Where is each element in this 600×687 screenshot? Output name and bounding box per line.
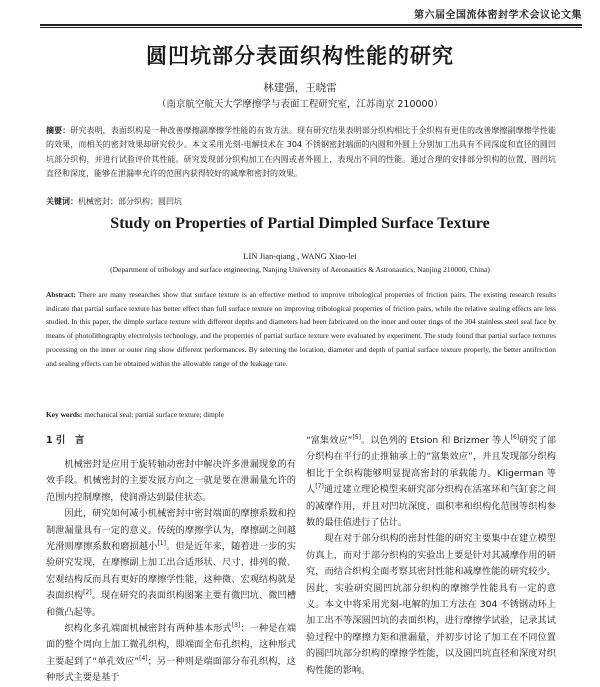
abstract-en [46, 288, 556, 370]
p2-text-b: 。但是近年来，随着进一步的实验研究发现，在摩擦副上加工出合适形状、尺寸、排列的微、宏观结构反而具有更好的摩擦学性能，这种微、宏观结构就是表面织构 [46, 541, 297, 602]
intro-paragraph-1: 机械密封是应用于旋转轴动密封中解决许多泄漏现象的有效手段。机械密封的主要发展方向之一就是要在泄漏量允许的范围内控制摩擦，使润滑达到最佳状态。 [46, 459, 296, 503]
ref-8: [7] [315, 483, 324, 491]
p3-text-a: 织构化多孔端面机械密封有两种基本形式 [64, 623, 232, 635]
ref-5: [4] [139, 654, 148, 662]
p2-text-c: 。现在研究的表面织构图案主要有微凹坑、微凹槽和微凸起等。 [46, 590, 297, 618]
keywords-cn-label: 关键词： [46, 197, 78, 206]
p4-text-d: 通过建立理论模型来研究部分织构在活塞环和气缸套之间的减摩作用，并且对凹坑深度、面积率和织构化范围等织构参数的最佳值进行了估计。 [306, 484, 557, 529]
p3-text-b: ：一种是在端面的整个周向上加工微孔织构，即端面全布孔织构，这种形式主要起到了“单孔效应” [46, 623, 297, 667]
authors-cn: 林建强，王晓雷 [263, 82, 337, 94]
p4-text-a: “富集效应” [306, 435, 353, 446]
affiliation-cn: （南京航空航天大学摩擦学与表面工程研究室，江苏南京 210000） [156, 99, 444, 110]
intro-paragraph-3 [46, 621, 296, 687]
abstract-cn [46, 124, 556, 181]
keywords-en-label: Key words: [46, 410, 83, 419]
p4-text-b: 。以色列的 Etsion 和 Brizmer 等人 [360, 435, 511, 446]
abstract-cn-text: 研究表明，表面织构是一种改善摩擦副摩擦学性能的有效方法。现有研究结果表明部分织构相比于全织构有更佳的改善摩擦副摩擦学性能的效果，而相关的密封效果却研究较少。本文采用光刻-电解技术在 304 不锈钢密封端面的内圆和外圆上分别加工出具有不同深度和直径的圆凹坑部分织构，并进行试验评价其性能。研究发现部分织构加工在内圆或者外圆上，表现出不同的性能。通过合理的安排部分织构的位置、圆凹坑直径和深度，能够在泄漏率允许的范围内获得较好的减摩和密封的效果。 [46, 126, 557, 178]
section-heading-intro: 1 引 言 [46, 435, 85, 446]
ref-7: [6] [510, 433, 520, 441]
paper-title-en: Study on Properties of Partial Dimpled Surface Texture [110, 215, 490, 232]
intro-paragraph-4 [306, 433, 556, 531]
keywords-cn [46, 196, 556, 208]
p4-text-c: 研究了部分织构在平行的止推轴承上的“富集效应”，并且发现部分织构相比于全织构能够明显提高密封的承载能力。Kligerman 等人 [306, 435, 556, 496]
p2-text-a: 因此，研究如何减小机械密封中密封端面的摩擦系数和控制泄漏量具有一定的意义。传统的摩擦学认为，摩擦副之间越光滑则摩擦系数和磨损越小 [46, 508, 296, 553]
ref-3: [2] [83, 589, 92, 597]
intro-paragraph-5: 现在对于部分织构的密封性能的研究主要集中在建立模型仿真上，而对于部分织构的实验出上要是针对其减摩作用的研究，而结合织构全面考察其密封性能和减摩性能的研究较少。因此，实验研究圆凹坑部分织构的摩擦学性能具有一定的意义。本文中将采用光刻-电解的加工方法在 304 不锈钢动环上加工出不等深圆凹坑的表面织构，进行摩擦学试验，记录其试验过程中的摩擦力矩和泄漏量，并初步讨论了加工在不同位置的圆凹坑部分织构的摩擦学性能，以及圆凹坑直径和深度对织构性能的影响。 [306, 533, 556, 676]
abstract-en-label: Abstract: [46, 290, 76, 299]
abstract-en-text: There are many researches show that surface texture is an effective method to improve tribological properties of friction pairs. The existing research results indicate that partial surface texture has better effect than full surface texture on improving tribological properties of friction pairs, while the relative sealing effects are less studied. In this paper, the dimple surface texture with different depths and diameters had been fabricated on the inner and outer rings of the 304 stainless steel seal face by means of photolithography electrolysis technology, and the properties of partial surface texture were evaluated by experiment. The study found that partial surface textures processing on the inner or outer ring show different performances. By selecting the location, diameter and depth of partial surface texture properly, the better antifriction and sealing effects can be obtained within the allowable range of the leakage rate. [46, 290, 556, 368]
authors-en: LIN Jian-qiang , WANG Xiao-lei [243, 251, 357, 261]
ref-4: [3] [231, 622, 241, 629]
p3-text-c: ；另一种则是端面部分布孔织构，这种形式主要是基于 [46, 655, 296, 684]
journal-header: 第六届全国流体密封学术会议论文集 [414, 10, 582, 21]
intro-paragraph-2 [46, 506, 296, 621]
abstract-cn-label: 摘要： [46, 126, 71, 135]
keywords-en [46, 409, 556, 421]
keywords-cn-text: 机械密封；部分织构；圆凹坑 [78, 197, 182, 206]
paper-title-cn: 圆凹坑部分表面织构性能的研究 [146, 44, 454, 68]
ref-6: [5] [352, 433, 361, 441]
ref-2: [1] [157, 539, 166, 547]
header-rule [40, 24, 582, 28]
body-column-left [46, 433, 297, 684]
body-column-right [306, 433, 557, 676]
affiliation-en: (Department of tribology and surface engineering, Nanjing University of Aeronautics & Astronautics, Nanjing 210000, China) [110, 265, 490, 274]
keywords-en-text: mechanical seal; partial surface texture; dimple [84, 410, 224, 419]
